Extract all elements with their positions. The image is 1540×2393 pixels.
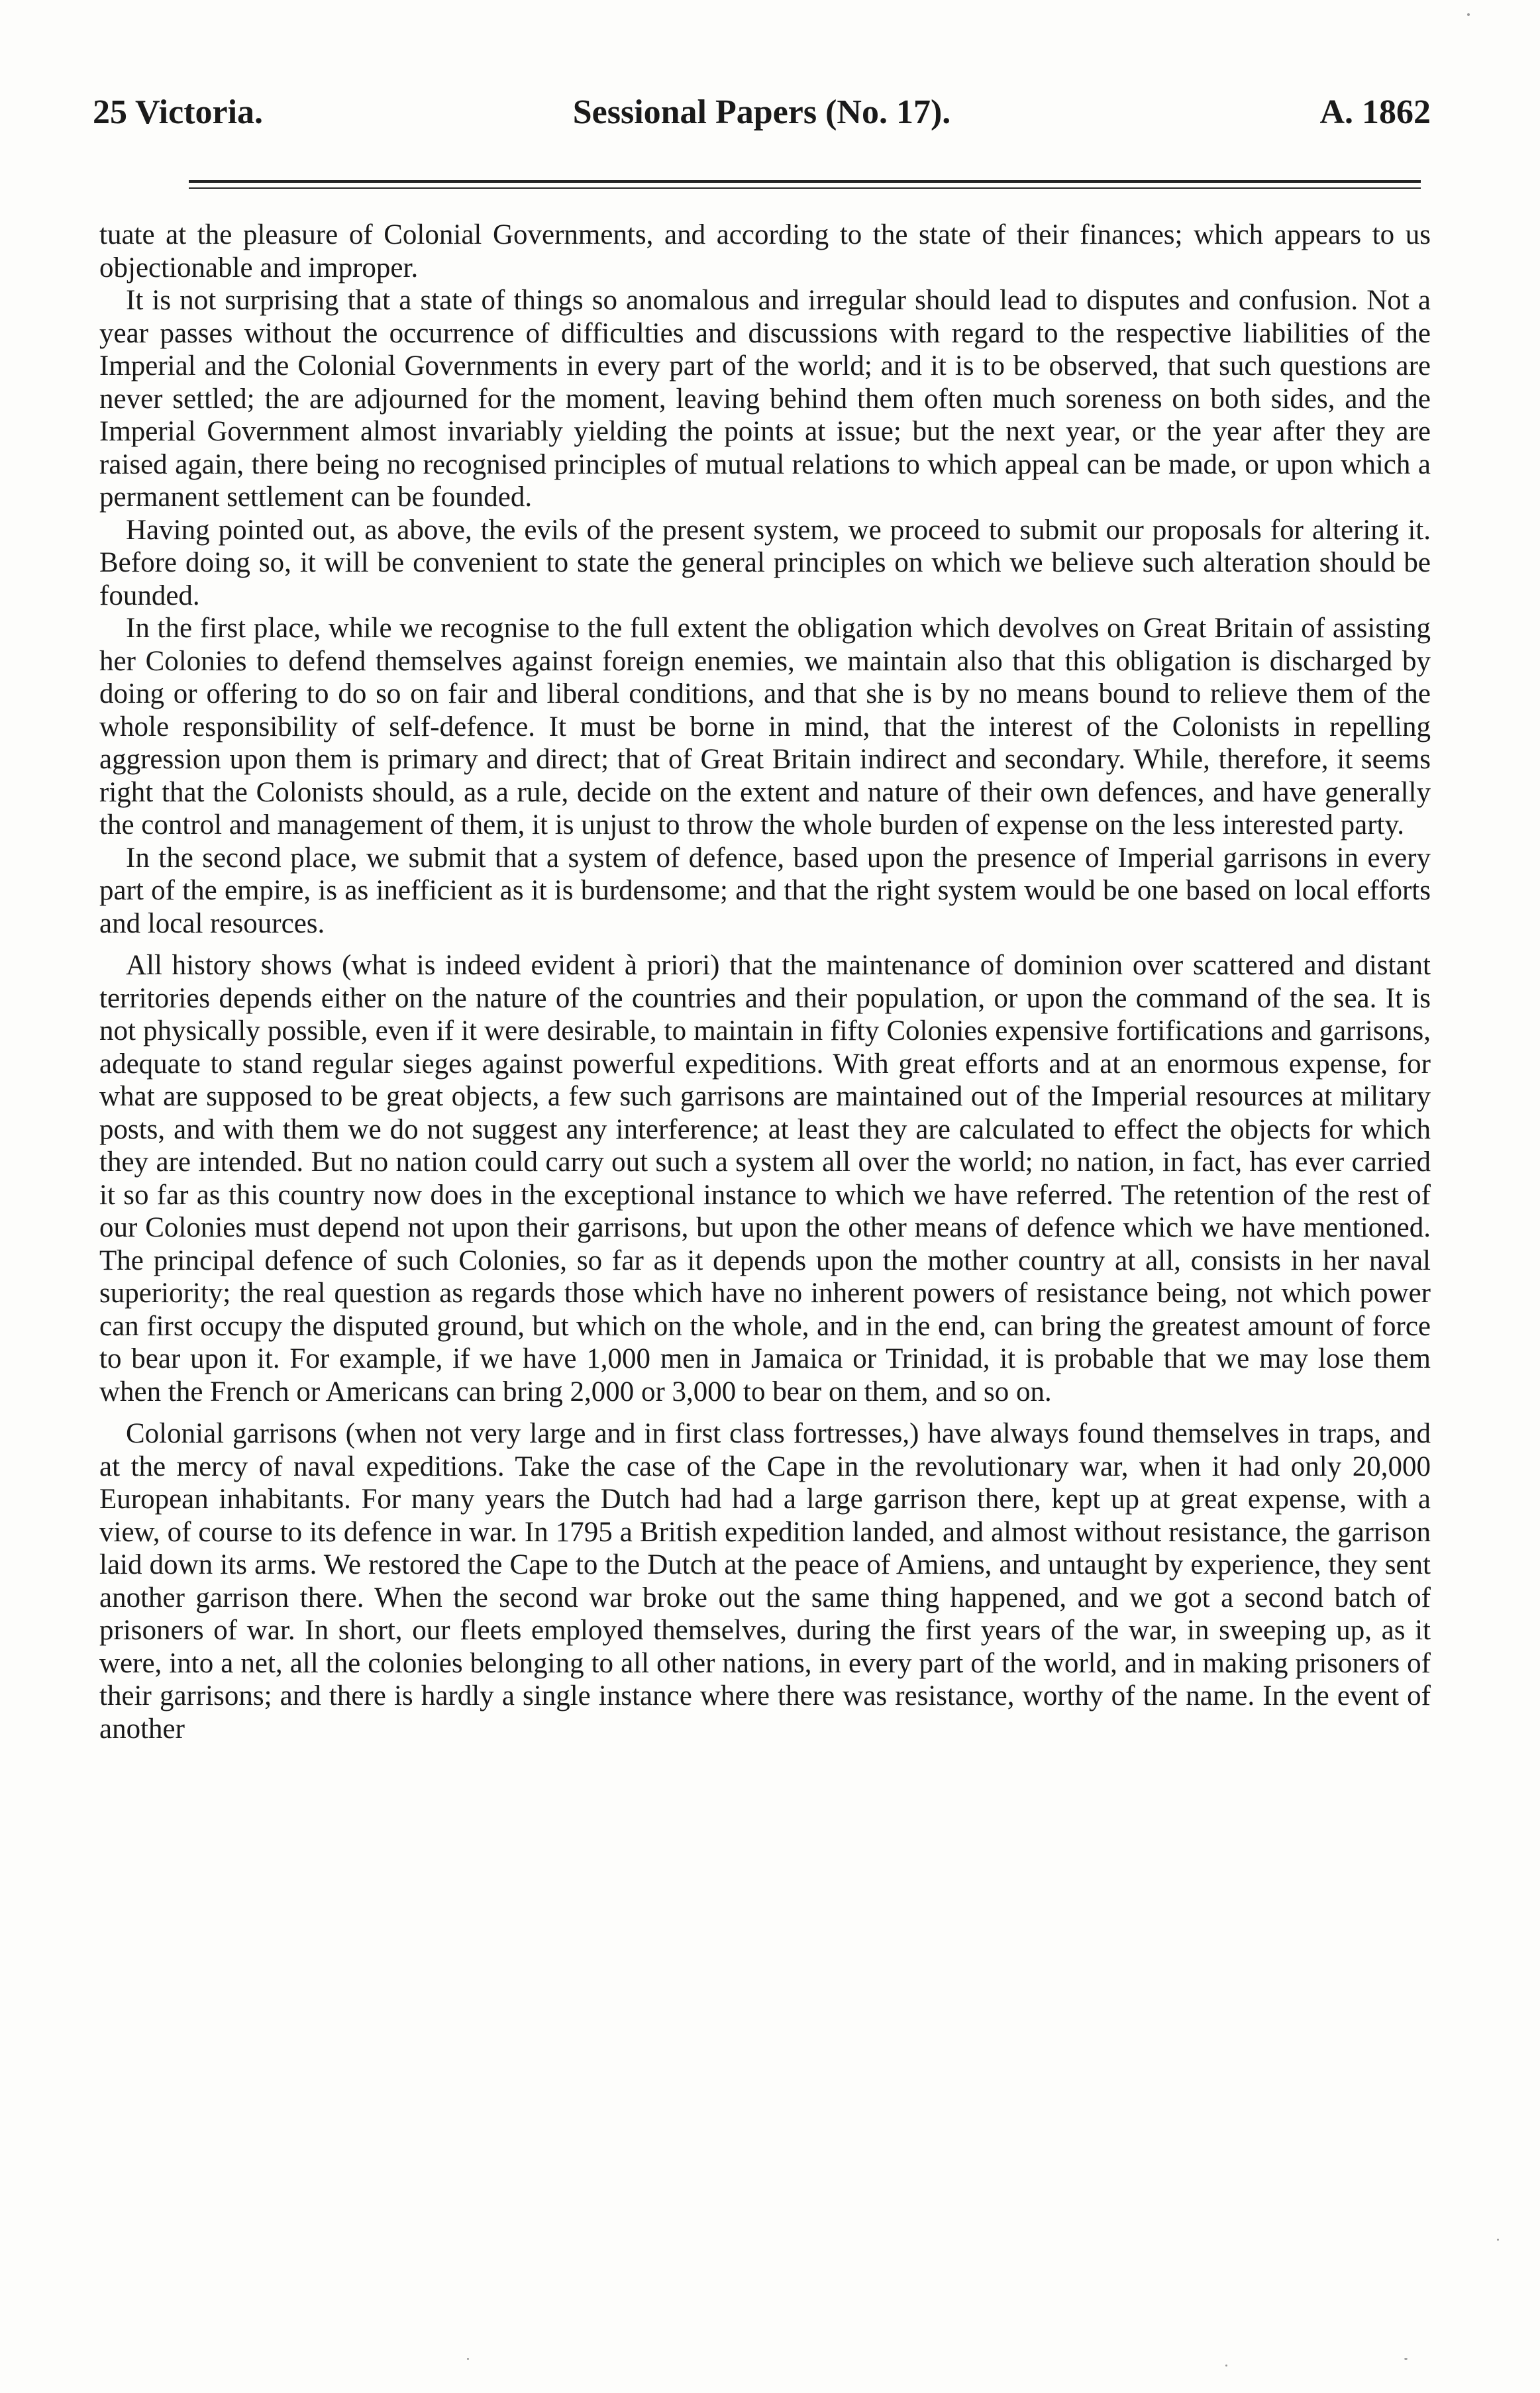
paragraph: In the first place, while we recognise to the full extent the obligation which devolves on Great Britain of assisting her Colonies to defend themselves against foreign enemies, we maintain also that this obligation is discharged by doing or offering to do so on fair and liberal conditions, and that she is by no means bound to relieve them of the whole responsibility of self-defence. It must be borne in mind, that the interest of the Colonists in repelling aggression upon them is primary and direct; that of Great Britain indirect and secondary. While, therefore, it seems right that the Colonists should, as a rule, decide on the extent and nature of their own defences, and have generally the control and management of them, it is unjust to throw the whole burden of expense on the less interested party. — [99, 613, 1431, 840]
paragraph: In the second place, we submit that a system of defence, based upon the presence of Imperial garrisons in every part of the empire, is as inefficient as it is burdensome; and that the right system would be one based on local efforts and local resources. — [99, 842, 1431, 939]
header-year: A. 1862 — [1319, 93, 1431, 131]
paragraph: All history shows (what is indeed evident à priori) that the maintenance of dominion over scattered and distant territories depends either on the nature of the countries and their population, or upon the command of the sea. It is not physically possible, even if it were desirable, to maintain in fifty Colonies expensive fortifications and garrisons, adequate to stand regular sieges against powerful expeditions. With great efforts and at an enormous expense, for what are supposed to be great objects, a few such garrisons are maintained out of the Imperial resources at military posts, and with them we do not suggest any interference; at least they are calculated to effect the objects for which they are intended. But no nation could carry out such a system all over the world; no nation, in fact, has ever carried it so far as this country now does in the exceptional instance to which we have referred. The retention of the rest of our Colonies must depend not upon their garrisons, but upon the other means of defence which we have mentioned. The principal defence of such Colonies, so far as it depends upon the mother country at all, consists in her naval superiority; the real question as regards those which have no inherent powers of resistance being, not which power can first occupy the disputed ground, but which on the whole, and in the end, can bring the greatest amount of force to bear upon it. For example, if we have 1,000 men in Jamaica or Trinidad, it is probable that we may lose them when the French or Americans can bring 2,000 or 3,000 to bear on them, and so on. — [99, 950, 1431, 1407]
running-header — [93, 93, 1431, 146]
paragraph: It is not surprising that a state of things so anomalous and irregular should lead to disputes and confusion. Not a year passes without the occurrence of difficulties and discussions with regard to the respective liabilities of the Imperial and the Colonial Governments in every part of the world; and it is to be observed, that such questions are never settled; the are adjourned for the moment, leaving behind them often much soreness on both sides, and the Imperial Government almost invariably yielding the points at issue; but the next year, or the year after they are raised again, there being no recognised principles of mutual relations to which appeal can be made, or upon which a permanent settlement can be founded. — [99, 285, 1431, 513]
header-rule-thick — [189, 180, 1421, 183]
header-title: Sessional Papers (No. 17). — [572, 93, 951, 131]
paragraph: Having pointed out, as above, the evils of the present system, we proceed to submit our proposals for altering it. Before doing so, it will be convenient to state the general principles on which we believe such alteration should be founded. — [99, 514, 1431, 611]
paragraph: tuate at the pleasure of Colonial Governments, and according to the state of their finances; which appears to us objectionable and improper. — [99, 219, 1431, 283]
body-text — [99, 219, 1431, 1745]
paragraph: Colonial garrisons (when not very large and in first class fortresses,) have always found themselves in traps, and at the mercy of naval expeditions. Take the case of the Cape in the revolutionary war, when it had only 20,000 European inhabitants. For many years the Dutch had had a large garrison there, kept up at great expense, with a view, of course to its defence in war. In 1795 a British expedition landed, and almost without resistance, the garrison laid down its arms. We restored the Cape to the Dutch at the peace of Amiens, and untaught by experience, they sent another garrison there. When the second war broke out the same thing happened, and we got a second batch of prisoners of war. In short, our fleets employed themselves, during the first years of the war, in sweeping up, as it were, into a net, all the colonies belonging to all other nations, in every part of the world, and in making prisoners of their garrisons; and there is hardly a single instance where there was resistance, worthy of the name. In the event of another — [99, 1418, 1431, 1745]
scan-speck — [1497, 2239, 1499, 2241]
scan-speck — [1225, 2365, 1227, 2367]
scan-speck — [1404, 2358, 1408, 2360]
scan-speck — [1467, 13, 1470, 16]
header-session: 25 Victoria. — [93, 93, 264, 131]
header-rule-thin — [189, 187, 1421, 189]
scan-speck — [467, 2358, 469, 2360]
